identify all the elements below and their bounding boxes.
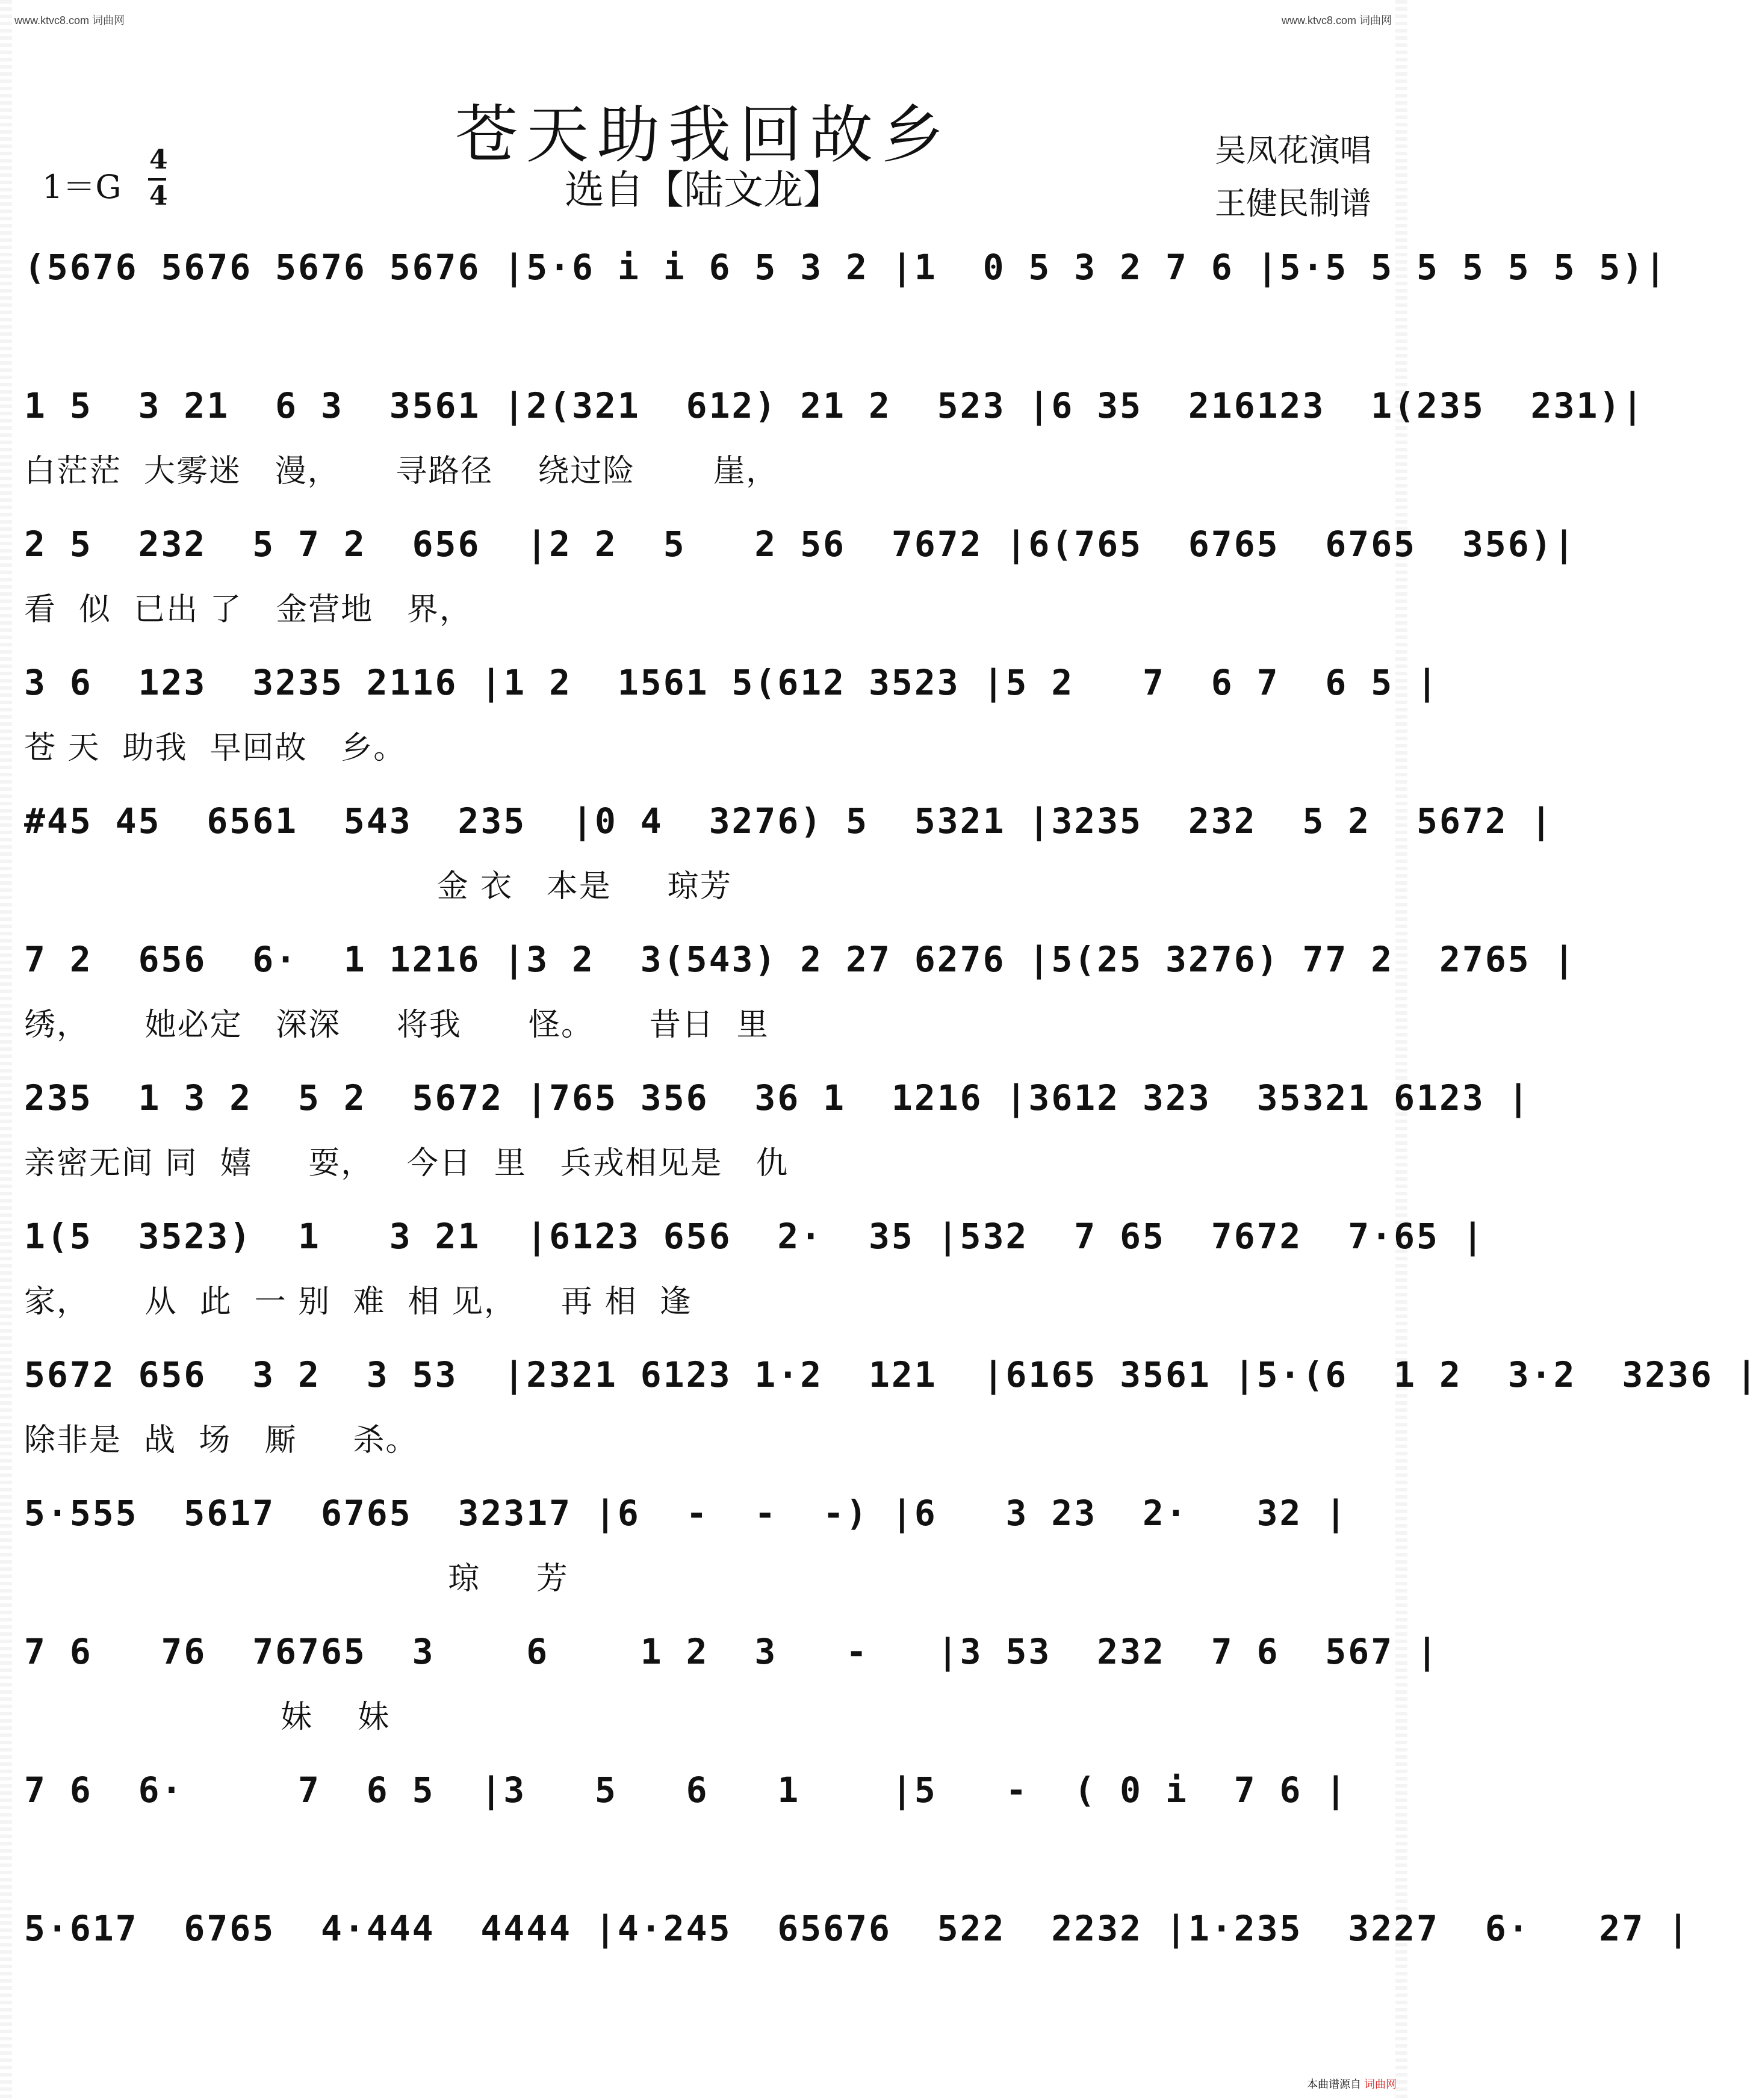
staff-line-8	[24, 1204, 1485, 1336]
singer-credit: 吴凤花演唱	[1214, 133, 1371, 169]
staff-line-4	[24, 650, 1439, 782]
lyrics: 金 衣 本是 琼芳	[24, 869, 733, 905]
lyrics: 妹 妹	[24, 1699, 391, 1735]
staff-line-3	[24, 512, 1577, 644]
staff-line-11	[24, 1619, 1439, 1752]
notation: 3 6 123 3235 2116 |1 2 1561 5(612 3523 |5 2 7 6 7 6 5 |	[24, 662, 1439, 703]
lyrics: 除非是 战 场 厮 杀。	[24, 1422, 418, 1458]
watermark-top-left: www.ktvc8.com 词曲网	[14, 14, 125, 26]
staff-line-5	[24, 788, 1554, 921]
notation: 1 5 3 21 6 3 3561 |2(321 612) 21 2 523 |6 35 216123 1(235 231)|	[24, 385, 1645, 426]
lyrics: 看 似 已出 了 金营地 界，	[24, 592, 472, 628]
song-title: 苍天助我回故乡	[454, 98, 952, 172]
lyrics: 白茫茫 大雾迷 漫， 寻路径 绕过险 崖，	[24, 453, 779, 489]
staff-line-13	[24, 1896, 1691, 2028]
staff-line-1	[24, 235, 1668, 367]
song-subtitle: 选自【陆文龙】	[565, 167, 843, 213]
meter-bottom: 4	[149, 181, 168, 211]
notation: 2 5 232 5 7 2 656 |2 2 5 2 56 7672 |6(765 6765 6765 356)|	[24, 524, 1577, 565]
lyrics: 苍 天 助我 早回故 乡。	[24, 730, 406, 766]
notation: 7 6 76 76765 3 6 1 2 3 - |3 53 232 7 6 567 |	[24, 1631, 1439, 1672]
key-signature: 1＝G	[42, 168, 122, 206]
left-margin-pattern	[0, 0, 12, 2100]
staff-line-10	[24, 1481, 1383, 1613]
notation: (5676 5676 5676 5676 |5·6 i i 6 5 3 2 |1 0 5 3 2 7 6 |5·5 5 5 5 5 5 5)|	[24, 247, 1668, 288]
notation: 5·617 6765 4·444 4444 |4·245 65676 522 2232 |1·235 3227 6· 27 |	[24, 1908, 1691, 1949]
staff-line-12	[24, 1758, 1383, 1890]
notation: 235 1 3 2 5 2 5672 |765 356 36 1 1216 |3612 323 35321 6123 |	[24, 1077, 1531, 1118]
notation: 5·555 5617 6765 32317 |6 - - -) |6 3 23 2· 32 |	[24, 1493, 1348, 1534]
right-margin-pattern	[1395, 0, 1407, 2100]
staff-line-9	[24, 1342, 1759, 1475]
footer-site: 词曲网	[1364, 2078, 1397, 2090]
meter-top: 4	[149, 144, 168, 175]
transcriber-credit: 王健民制谱	[1214, 186, 1371, 222]
notation: 7 6 6· 7 6 5 |3 5 6 1 |5 - ( 0 i 7 6 |	[24, 1770, 1348, 1810]
staff-line-6	[24, 927, 1577, 1059]
footer-credit	[1307, 2076, 1397, 2092]
lyrics: 家， 从 此 一 别 难 相 见， 再 相 逢	[24, 1284, 692, 1320]
lyrics: 绣， 她必定 深深 将我 怪。 昔日 里	[24, 1007, 769, 1043]
lyrics: 亲密无间 同 嬉 耍， 今日 里 兵戎相见是 仇	[24, 1145, 789, 1182]
watermark-top-right: www.ktvc8.com 词曲网	[1281, 14, 1392, 26]
lyrics: 琼 芳	[24, 1561, 569, 1597]
staff-line-7	[24, 1065, 1531, 1198]
staff-line-2	[24, 373, 1645, 506]
notation: 5672 656 3 2 3 53 |2321 6123 1·2 121 |6165 3561 |5·(6 1 2 3·2 3236 |	[24, 1354, 1759, 1395]
notation: #45 45 6561 543 235 |0 4 3276) 5 5321 |3235 232 5 2 5672 |	[24, 801, 1554, 841]
notation: 7 2 656 6· 1 1216 |3 2 3(543) 2 27 6276 |5(25 3276) 77 2 2765 |	[24, 939, 1577, 980]
notation: 1(5 3523) 1 3 21 |6123 656 2· 35 |532 7 65 7672 7·65 |	[24, 1216, 1485, 1257]
footer-source: 本曲谱源自	[1306, 2078, 1361, 2090]
